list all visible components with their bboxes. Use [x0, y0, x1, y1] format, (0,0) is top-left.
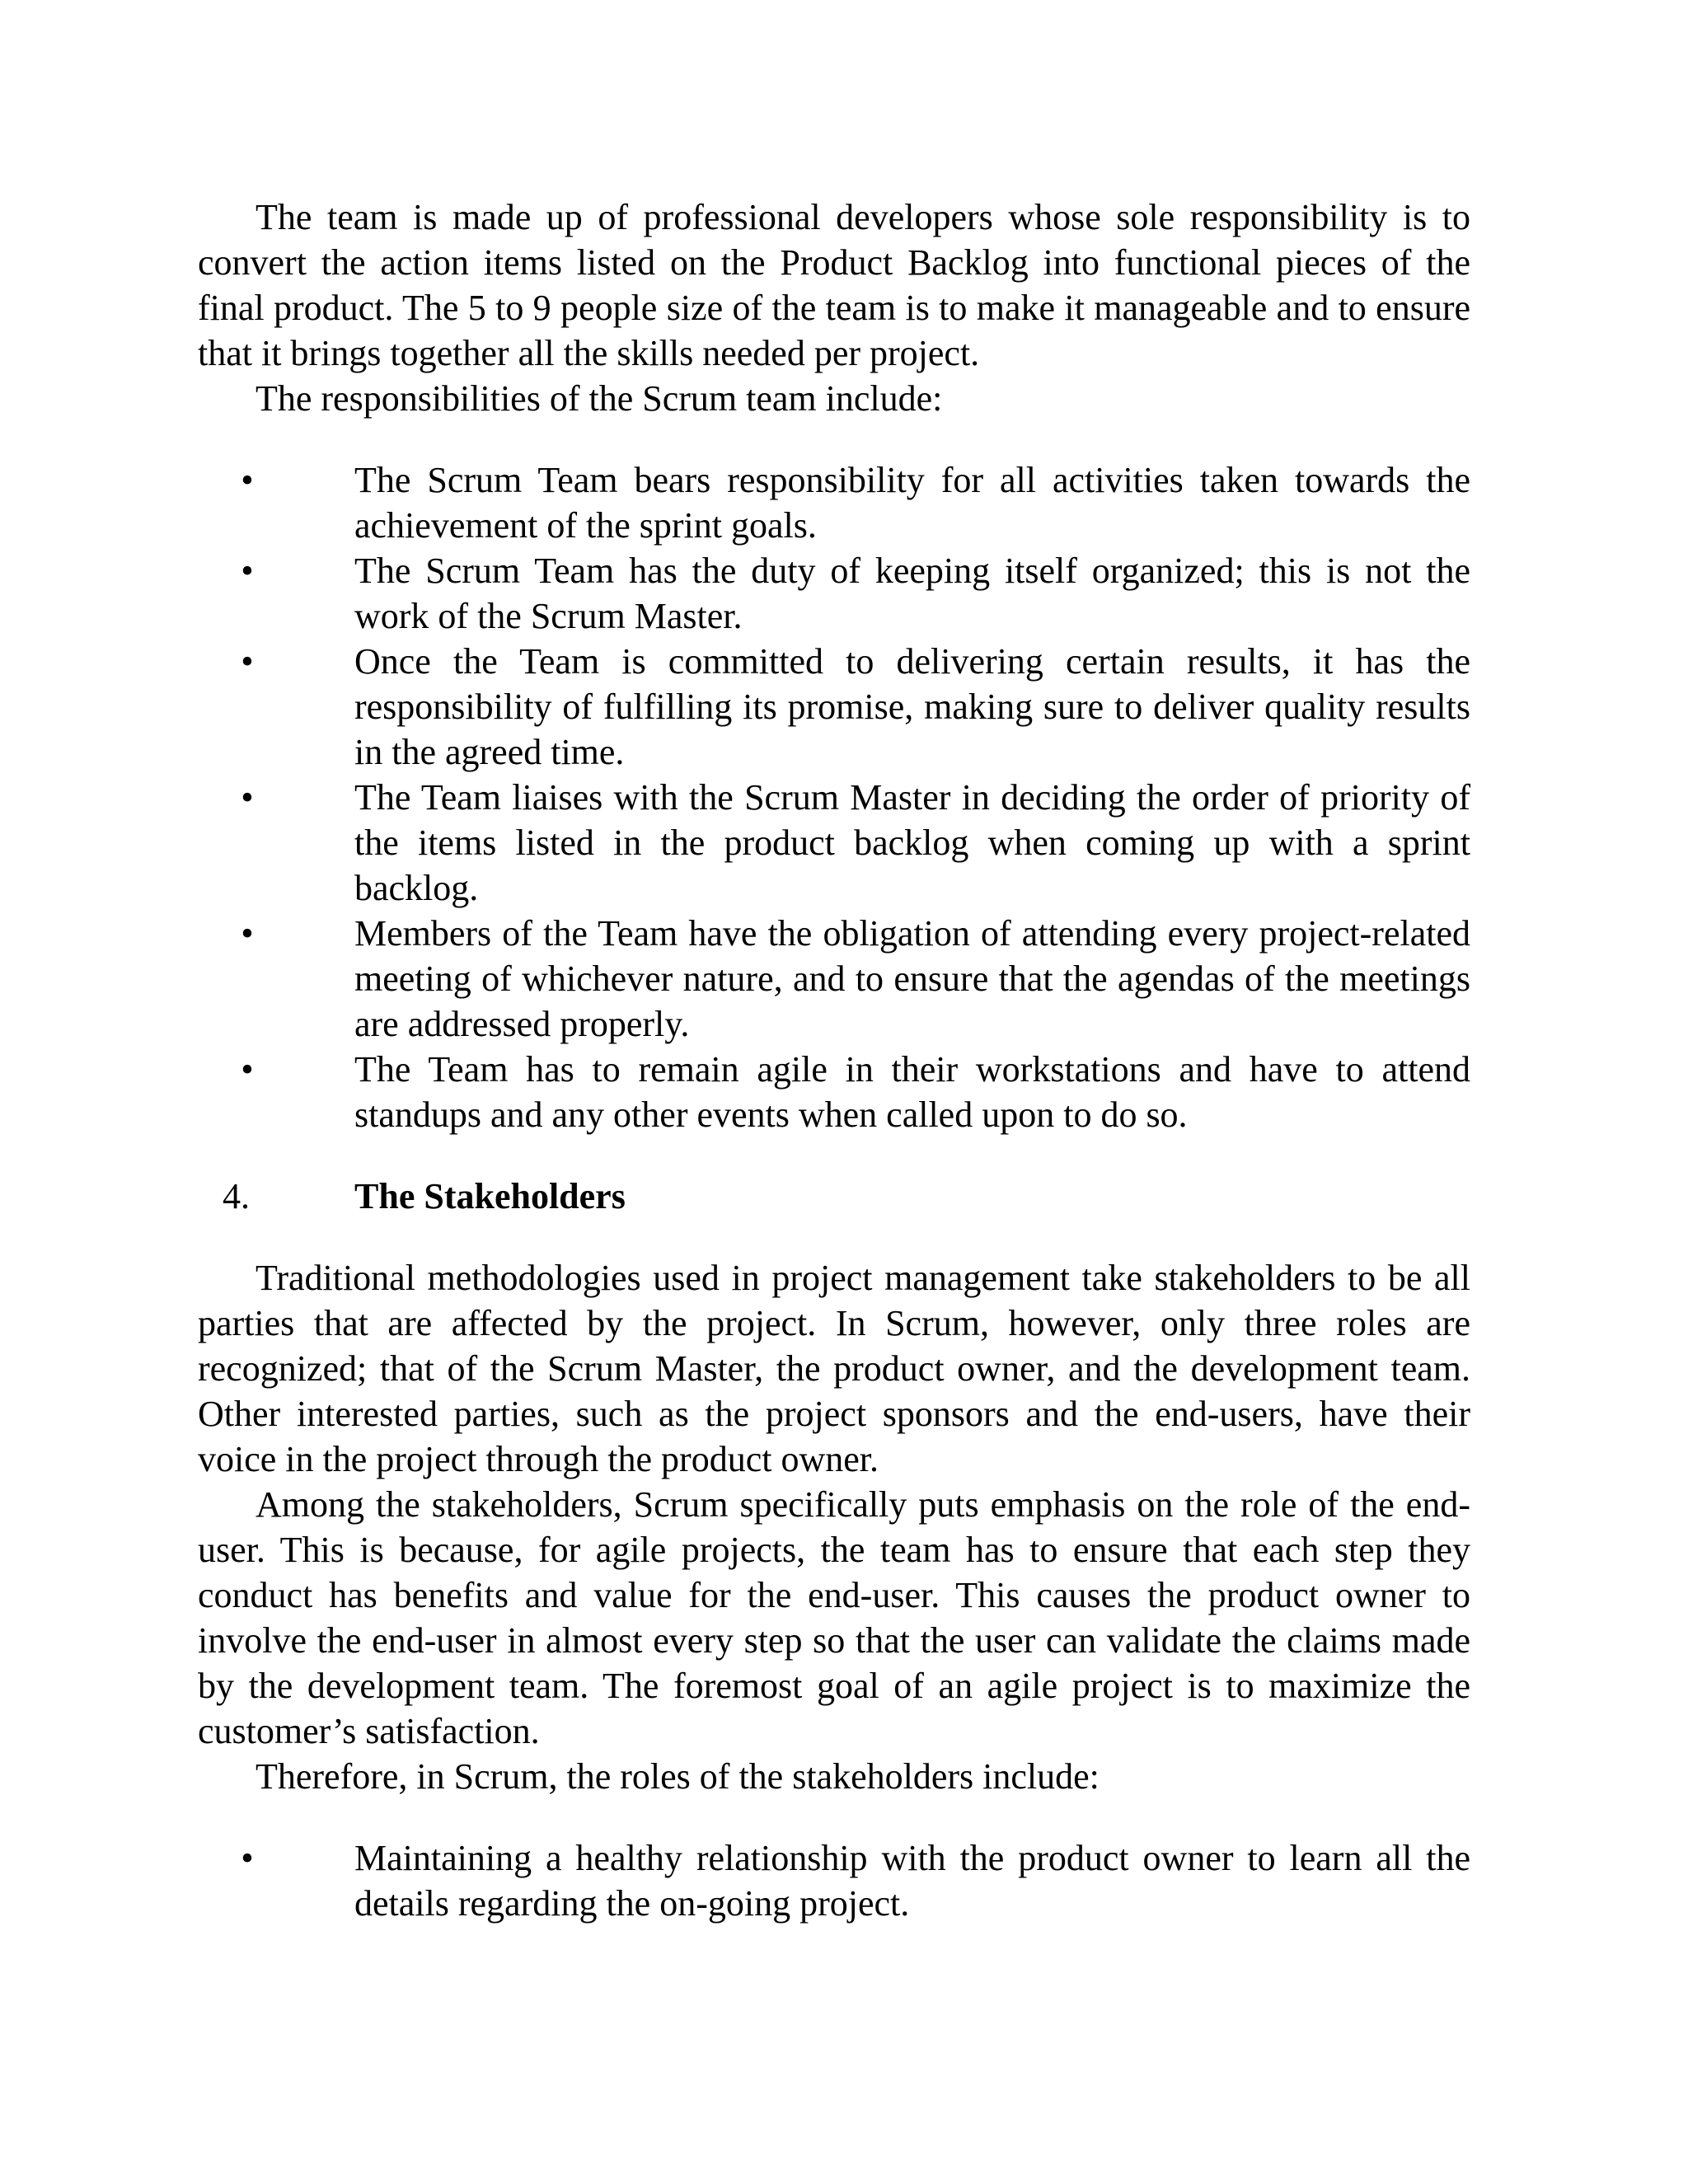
bullet-icon: • [241, 460, 254, 500]
stakeholders-paragraph-1: Traditional methodologies used in project management take stakeholders to be all parties that are affected by the project. In Scrum, however, only three roles are recognized; that of the Scrum Master, the product owner, and the development team. Other interested parties, such as the project sponsors and the end-users, have their voice in the project through the product owner. [198, 1258, 1470, 1479]
list-item [198, 548, 1470, 639]
list-item-text: Members of the Team have the obligation of attending every project-related meeting of whichever nature, and to ensure that the agendas of the meetings are addressed properly. [354, 913, 1470, 1044]
intro-paragraph-1: The team is made up of professional developers whose sole responsibility is to convert the action items listed on the Product Backlog into functional pieces of the final product. The 5 to 9 people size of the team is to make it manageable and to ensure that it brings together all the skills needed per project. [198, 197, 1470, 373]
list-item [198, 775, 1470, 911]
document-page [198, 194, 1470, 1926]
stakeholders-paragraph-3: Therefore, in Scrum, the roles of the stakeholders include: [256, 1756, 1100, 1797]
bullet-icon: • [241, 641, 254, 682]
list-item-text: Once the Team is committed to delivering certain results, it has the responsibility of fulfilling its promise, making sure to deliver quality results in the agreed time. [354, 641, 1470, 772]
list-item-text: The Team has to remain agile in their workstations and have to attend standups and any other events when called upon to do so. [354, 1049, 1470, 1135]
list-item [198, 1835, 1470, 1926]
list-item [198, 457, 1470, 548]
intro-paragraph-2: The responsibilities of the Scrum team include: [256, 378, 943, 419]
bullet-icon: • [241, 551, 254, 591]
bullet-icon: • [241, 1838, 254, 1878]
list-item-text: The Team liaises with the Scrum Master in deciding the order of priority of the items listed in the product backlog when coming up with a sprint backlog. [354, 777, 1470, 908]
list-item-text: The Scrum Team has the duty of keeping itself organized; this is not the work of the Scrum Master. [354, 551, 1470, 636]
section-number: 4. [223, 1176, 250, 1216]
list-item-text: Maintaining a healthy relationship with the product owner to learn all the details regarding the on-going project. [354, 1838, 1470, 1924]
section-title: The Stakeholders [354, 1176, 626, 1216]
list-item-text: The Scrum Team bears responsibility for all activities taken towards the achievement of the sprint goals. [354, 460, 1470, 546]
section-heading [198, 1174, 1470, 1219]
list-item [198, 911, 1470, 1047]
stakeholder-roles-list [198, 1835, 1470, 1926]
list-item [198, 1047, 1470, 1137]
bullet-icon: • [241, 1049, 254, 1090]
stakeholders-paragraph-2: Among the stakeholders, Scrum specifically puts emphasis on the role of the end-user. This is because, for agile projects, the team has to ensure that each step they conduct has benefits and value for the end-user. This causes the product owner to involve the end-user in almost every step so that the user can validate the claims made by the development team. The foremost goal of an agile project is to maximize the customer’s satisfaction. [198, 1484, 1470, 1751]
list-item [198, 639, 1470, 775]
bullet-icon: • [241, 777, 254, 818]
team-responsibilities-list [198, 457, 1470, 1137]
bullet-icon: • [241, 913, 254, 954]
